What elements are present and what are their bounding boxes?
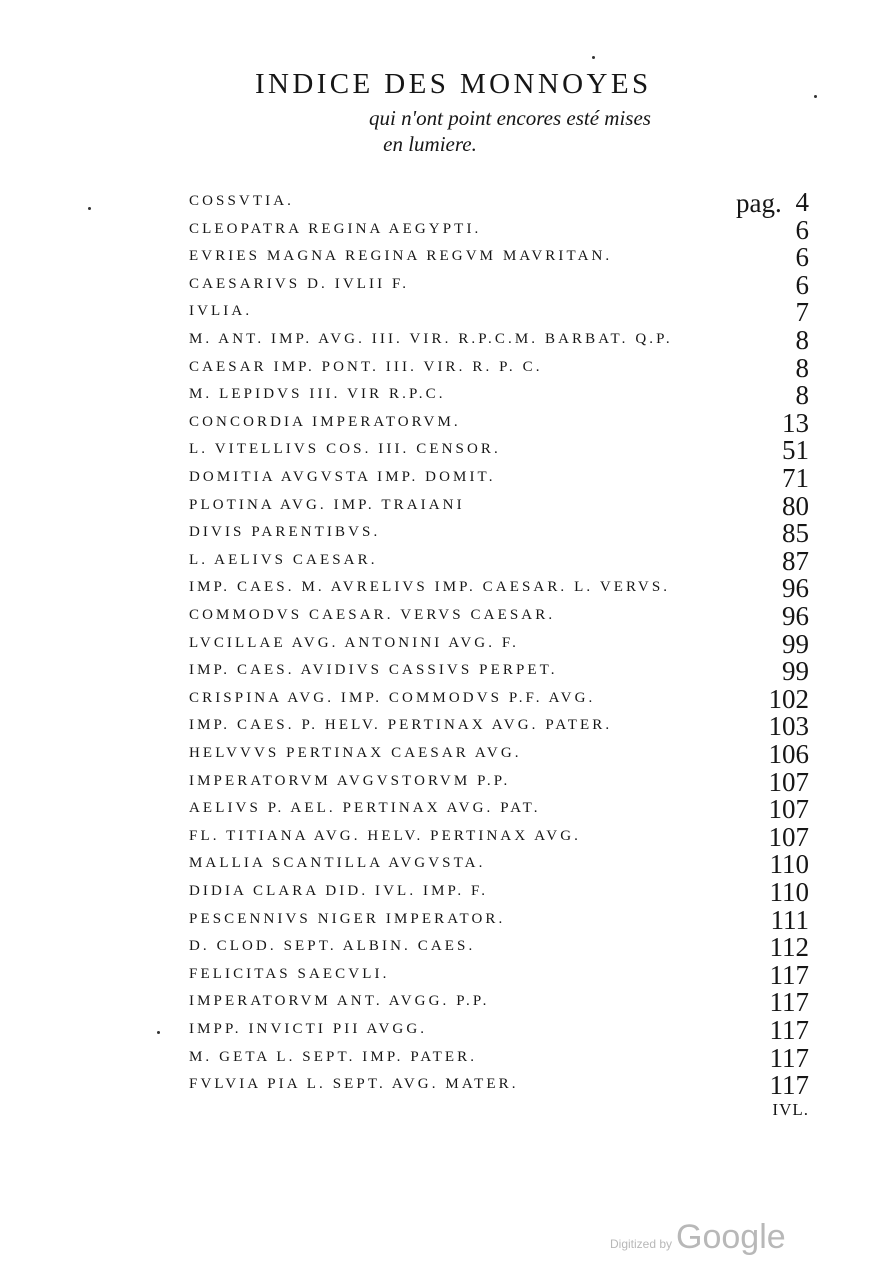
index-entry [0,435,889,466]
speck-mark [814,95,817,98]
entry-page-number: 80 [782,490,809,521]
index-entry [0,849,889,880]
speck-mark [592,56,595,59]
entry-page-number: 102 [768,683,809,714]
entry-name: DOMITIA AVGVSTA IMP. DOMIT. [189,469,496,485]
index-entry [0,959,889,990]
index-entry [0,297,889,328]
entry-page-number: 7 [795,297,809,328]
entry-page-number: 71 [782,463,809,493]
entry-page-number: 117 [769,1042,809,1073]
entry-name: M. ANT. IMP. AVG. III. VIR. R.P.C.M. BARBAT. Q.P. [189,331,673,347]
speck-mark [88,207,91,210]
index-entry [0,325,889,355]
index-entry [0,214,889,245]
entry-name: CRISPINA AVG. IMP. COMMODVS P.F. AVG. [189,689,596,706]
entry-name: MALLIA SCANTILLA AVGVSTA. [189,855,486,872]
index-entry [0,352,889,383]
entry-name: COSSVTIA. [189,193,294,209]
entry-page-number: 106 [768,739,809,769]
entry-page-number: 111 [770,904,809,935]
entry-name: M. LEPIDVS III. VIR R.P.C. [189,386,446,403]
entry-page-number: 99 [782,628,809,659]
entry-page-number: 8 [795,380,809,411]
index-entry [0,1070,889,1101]
entry-page-number: 117 [769,987,809,1018]
index-entry [0,490,889,521]
index-entry [0,683,889,714]
entry-name: L. VITELLIVS COS. III. CENSOR. [189,441,501,458]
entry-page-number: 112 [769,932,809,963]
index-entry [0,1015,889,1045]
entry-name: IMP. CAES. P. HELV. PERTINAX AVG. PATER. [189,717,613,734]
speck-mark [157,1031,160,1034]
entry-page-number: 85 [782,518,809,549]
index-entry [0,904,889,935]
entry-name: CONCORDIA IMPERATORVM. [189,413,461,430]
index-entry [0,932,889,963]
entry-name: LVCILLAE AVG. ANTONINI AVG. F. [189,634,520,651]
index-entry [0,794,889,825]
entry-name: PESCENNIVS NIGER IMPERATOR. [189,910,506,927]
entry-page-number: 117 [769,1015,809,1045]
entry-page-number: 51 [782,435,809,466]
index-entry [0,407,889,438]
index-entry [0,380,889,411]
entry-page-number: 107 [768,794,809,825]
entry-name: FELICITAS SAECVLI. [189,965,390,982]
index-entry [0,766,889,797]
entry-page-number: 107 [768,766,809,797]
entry-name: M. GETA L. SEPT. IMP. PATER. [189,1048,478,1065]
entry-name: HELVVVS PERTINAX CAESAR AVG. [189,745,522,761]
entry-page-number: 4 [795,187,809,217]
index-entry [0,242,889,273]
entry-page-number: 6 [795,242,809,273]
page-subtitle-line2: en lumiere. [383,132,477,156]
entry-page-number: 110 [769,877,809,907]
entry-name: CAESAR IMP. PONT. III. VIR. R. P. C. [189,358,543,375]
entry-name: IMPERATORVM AVGVSTORVM P.P. [189,772,511,789]
entry-name: PLOTINA AVG. IMP. TRAIANI [189,496,465,513]
index-entry [0,601,889,631]
entry-name: DIVIS PARENTIBVS. [189,524,381,541]
entry-page-number: 96 [782,573,809,604]
entry-name: IVLIA. [189,303,253,320]
entry-page-number: 107 [768,821,809,852]
catchword: IVL. [772,1100,809,1119]
index-entry [0,1042,889,1073]
index-entry [0,545,889,576]
entry-page-number: 96 [782,601,809,631]
entry-name: FVLVIA PIA L. SEPT. AVG. MATER. [189,1076,519,1093]
index-entry [0,463,889,493]
entry-page-number: 13 [782,407,809,438]
entry-name: IMPP. INVICTI PII AVGG. [189,1021,428,1037]
entry-name: EVRIES MAGNA REGINA REGVM MAVRITAN. [189,248,613,265]
digitized-watermark [610,1218,786,1257]
entry-page-number: 8 [795,325,809,355]
entry-name: IMP. CAES. M. AVRELIVS IMP. CAESAR. L. VERVS. [189,579,671,596]
index-entry [0,573,889,604]
entry-name: FL. TITIANA AVG. HELV. PERTINAX AVG. [189,827,581,844]
entry-name: DIDIA CLARA DID. IVL. IMP. F. [189,883,489,899]
watermark-brand: Google [676,1218,786,1256]
entry-page-number: 6 [795,214,809,245]
index-entry [0,877,889,907]
index-entry [0,711,889,742]
entry-page-number: 110 [769,849,809,880]
watermark-prefix: Digitized by [610,1237,673,1251]
page-column-label: pag. [736,188,782,218]
index-entry [0,628,889,659]
entry-page-number: 117 [769,959,809,990]
index-entry [0,518,889,549]
entry-page-number: 6 [795,269,809,300]
entry-name: AELIVS P. AEL. PERTINAX AVG. PAT. [189,800,541,817]
entry-page-number: 103 [768,711,809,742]
index-entry [0,187,889,217]
entry-name: CAESARIVS D. IVLII F. [189,275,410,292]
index-entry [0,821,889,852]
entry-page-number: 117 [769,1070,809,1101]
entry-name: COMMODVS CAESAR. VERVS CAESAR. [189,607,556,623]
page-subtitle-line1: qui n'ont point encores esté mises [369,106,651,130]
entry-name: IMP. CAES. AVIDIVS CASSIVS PERPET. [189,662,558,679]
index-entry [0,656,889,687]
entry-page-number: 87 [782,545,809,576]
entry-page-number: 8 [795,352,809,383]
entry-name: CLEOPATRA REGINA AEGYPTI. [189,220,482,237]
entry-name: L. AELIVS CAESAR. [189,551,378,568]
index-entry [0,739,889,769]
index-entry [0,269,889,300]
entry-name: D. CLOD. SEPT. ALBIN. CAES. [189,938,476,955]
index-entry [0,987,889,1018]
entry-page-number: 99 [782,656,809,687]
entry-name: IMPERATORVM ANT. AVGG. P.P. [189,993,490,1010]
page-title: INDICE DES MONNOYES [255,68,652,100]
